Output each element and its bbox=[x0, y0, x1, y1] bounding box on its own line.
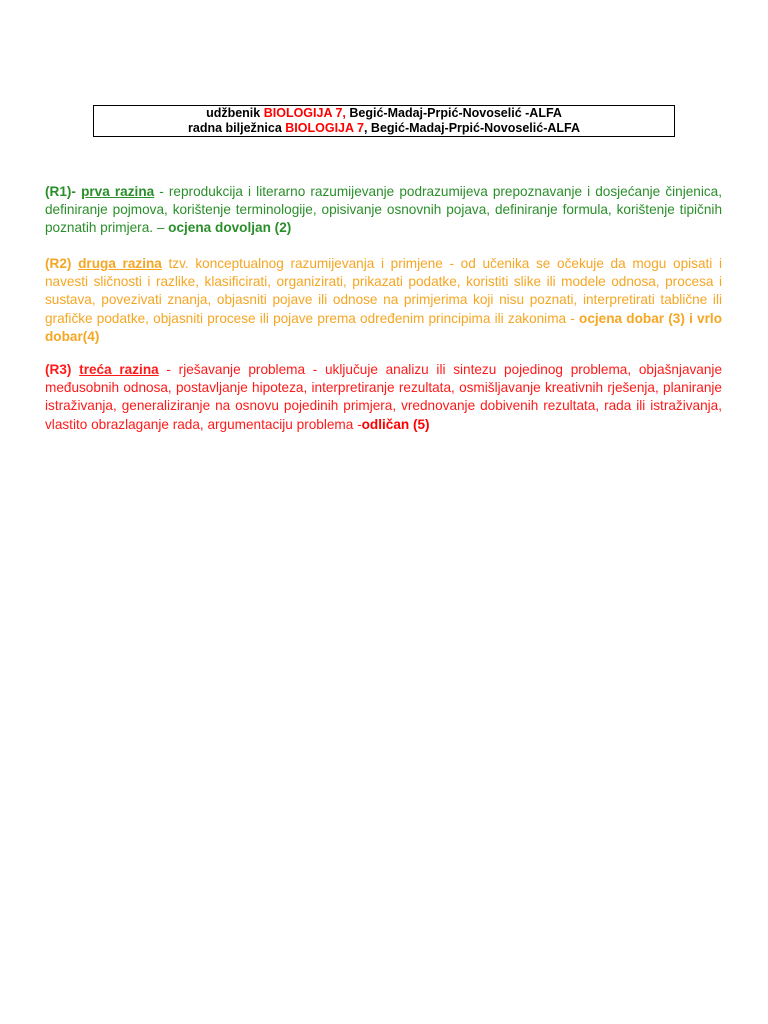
level-r1-name: prva razina bbox=[81, 184, 155, 199]
header-line-workbook bbox=[94, 121, 674, 136]
header-prefix-textbook: udžbenik bbox=[206, 106, 264, 120]
level-r3-tag: (R3) bbox=[45, 362, 72, 377]
level-r2-name: druga razina bbox=[78, 256, 162, 271]
level-r1-description: - reprodukcija i literarno razumijevanje podrazumijeva prepoznavanje i dosjećanje činjenica, definiranje pojmova, korištenje terminologije, opisivanje osnovnih pojava, definiranje formula, korištenje tipičnih poznatih primjera. – bbox=[45, 184, 723, 236]
header-line-textbook bbox=[94, 106, 674, 121]
level-r2-paragraph bbox=[45, 255, 722, 346]
level-r3-grade: odličan (5) bbox=[361, 416, 430, 432]
level-r2-tag: (R2) bbox=[45, 256, 72, 271]
level-r2-grade: ocjena dobar (3) i vrlo dobar(4) bbox=[45, 310, 722, 344]
level-r1-tag: (R1)- bbox=[45, 184, 76, 199]
textbook-header-box bbox=[93, 105, 675, 137]
header-authors-workbook: , Begić-Madaj-Prpić-Novoselić-ALFA bbox=[363, 121, 580, 135]
level-r1-grade: ocjena dovoljan (2) bbox=[168, 220, 292, 236]
header-prefix-workbook: radna bilježnica bbox=[188, 121, 286, 135]
level-r3-description: - rješavanje problema - uključuje analizu ili sintezu pojedinog problema, objašnjavanje međusobnih odnosa, postavljanje hipoteza, interpretiranje rezultata, osmišljavanje kreativnih rješenja, planiranje istraživanja, generaliziranje na osnovu pojedinih primjera, vrednovanje dobivenih rezultata, rada ili istraživanja, vlastito obrazlaganje rada, argumentaciju problema - bbox=[45, 362, 723, 432]
level-r2-description: tzv. konceptualnog razumijevanja i primjene - od učenika se očekuje da mogu opisati i navesti sličnosti i razlike, klasificirati, organizirati, prikazati podatke, koristiti slike ili modele odnosa, procesa i sustava, povezivati znanja, objasniti pojave ili odnose na primjerima koji nisu poznati, interpretirati tablične ili grafičke podatke, objasniti procese ili pojave prema određenim principima ili zakonima - bbox=[45, 256, 723, 326]
level-r1-paragraph bbox=[45, 183, 722, 238]
header-authors-textbook: Begić-Madaj-Prpić-Novoselić -ALFA bbox=[345, 106, 562, 120]
level-r3-name: treća razina bbox=[79, 362, 159, 377]
header-title-textbook: BIOLOGIJA 7, bbox=[263, 106, 346, 120]
level-r3-paragraph bbox=[45, 361, 722, 434]
header-title-workbook: BIOLOGIJA 7 bbox=[285, 121, 364, 135]
